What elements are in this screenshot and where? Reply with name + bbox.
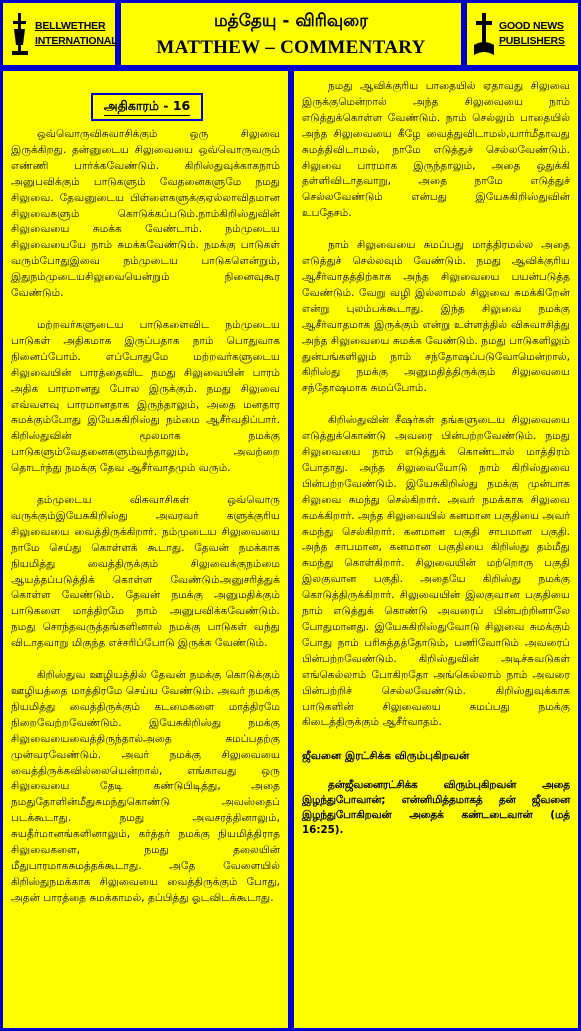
bellwether-logo-icon — [9, 11, 31, 57]
chapter-label: அதிகாரம் - 16 — [104, 98, 190, 116]
bellwether-logo-line2: INTERNATIONAL — [35, 35, 118, 47]
section-subheading: ஜீவனை இரட்சிக்க விரும்புகிறவன் — [302, 750, 470, 763]
good-news-logo-icon — [473, 11, 495, 57]
scripture-quote: தன்ஜீவனைரட்சிக்க விரும்புகிறவன் அதை இழந்துபோவான்; என்னிமித்தமாகத் தன் ஜீவனை இழந்துபோகிறவன் அதைக் கண்டடைவான் (மத் 16:25). — [302, 779, 570, 837]
right-paragraph-2: நாம் சிலுவையை சுமப்பது மாத்திரமல்ல அதை எடுத்துச் செல்லவும் வேண்டும். நமது ஆவிக்குரிய ஆசீர்வாதத்திற்காக அந்த சிலுவையை பயன்படுத்த வேண்டும். வேறு வழி இல்லாமல் சிலுவை சுமக்கிறேன் என்று புலம்பக்கூடாது. இந்த சிலுவை நமக்கு ஆசீர்வாதமாக இருக்கும் என்று உள்ளத்தில் விசுவாசித்து அந்த சிலுவையை சுமக்க வேண்டும். நமது பாடுகளிலும் துன்பங்களிலும் நாம் சந்தோஷப்படுவோமென்றால், கிறிஸ்து நமக்கு அனுமதித்திருக்கும் சிலுவையை சந்தோஷமாக சுமப்போம். — [302, 239, 570, 395]
left-paragraph-4: கிறிஸ்துவ ஊழியத்தில் தேவன் நமக்கு கொடுக்கும் ஊழியத்தை மாத்திரமே செய்ய வேண்டும். அவர் நமக்கு நியமித்து வைத்திருக்கும் கடமைகளை மாத்திரமே நிறைவேற்றவேண்டும். இயேசுகிறிஸ்து நமக்கு சிலுவையைவைத்திருந்தால்அதை சுமப்பதற்கு முன்வரவேண்டும். அவர் நமக்கு சிலுவையை வைத்திருக்கவில்லையென்றால், எங்காவது ஒரு சிலுவையை தேடி கண்டுபிடித்து, அதை நமதுதோளின்மீதுசுமந்துகொண்டு அவஸ்தைப் படக்கூடாது. நமது அவசரத்தினாலும், சுயதீர்மானங்களினாலும், கர்த்தர் நமக்கு நியமித்திராத சிலுவைகளை, நமது தலையின் மீதுபாரமாகசுமத்தக்கூடாது. அதே வேளையில் கிறிஸ்துநமக்காக சிலுவையை வைத்திருக்கும் போது, அதன் பாரத்தை சுமக்காமல், தப்பித்து ஓடவிடக்கூடாது. — [11, 669, 280, 904]
title-tamil: மத்தேயு - விரிவுரை — [213, 11, 369, 31]
chapter-label-box — [91, 93, 203, 121]
good-news-logo-line1: GOOD NEWS — [499, 20, 564, 32]
left-logo-panel — [0, 0, 118, 68]
title-panel — [118, 0, 464, 68]
right-logo-panel — [464, 0, 581, 68]
title-english: MATTHEW – COMMENTARY — [156, 37, 426, 58]
left-paragraph-2: மற்றவர்களுடைய பாடுகளைவிட நம்முடைய பாடுகள் அதிகமாக இருப்பதாக நாம் பொதுவாக நினைப்போம். எப்போதுமே மற்றவர்களுடைய சிலுவையின் பாரத்தைவிட நமது சிலுவையின் பாரம் அதிக பாரமானது போல இருக்கும். நமது சிலுவை எவ்வளவு பாரமானதாக இருந்தாலும், அதை மனதார சுமக்கும்போது இயேசுகிறிஸ்து நம்மை ஆசீர்வதிப்பார். கிறிஸ்துவின் மூலமாக நமக்கு பாடுகளும்வேதனைகளும்வந்தாலும், அவற்றை தொடர்ந்து நமக்கு தேவ ஆசீர்வாதமும் வரும். — [11, 318, 280, 475]
bellwether-logo-line1: BELLWETHER — [35, 20, 106, 32]
left-paragraph-1: ஒவ்வொருவிசுவாசிக்கும் ஒரு சிலுவை இருக்கிறது. தன்னுடைய சிலுவையை ஒவ்வொருவரும் எண்ணி பார்க்கவேண்டும். கிறிஸ்துவுக்காகநாம் அனுபவிக்கும் பாடுகளும் வேதனைகளுமே நமது சிலுவை. தேவனுடைய பிள்ளைகளுக்குஏல்லாவிதமான சிலுவைகளும் கொடுக்கப்படும்.நாம்கிறிஸ்துவின் சிலுவையை சுமக்க வேண்டாம். நம்முடைய சிலுவையையே நாம் சுமக்கவேண்டும். நமக்கு பாடுகள் வரும்போதுஇவை நம்முடைய பாடுகளென்றும், இதுநம்முடையசிலுவையென்றும் நினைவுகூர வேண்டும். — [11, 128, 280, 300]
left-column — [0, 68, 291, 1031]
right-paragraph-1: நமது ஆவிக்குரிய பாதையில் ஏதாவது சிலுவை இருக்குமென்றால் அந்த சிலுவையை நாம் எடுத்துக்கொள்ள வேண்டும். நாம் செல்லும் பாதையில் அந்த சிலுவையை கீழே வைத்துவிடாமல்,யார்மீதாவது சுமத்திவிடாமல், நாமே எடுத்துச் செல்லவேண்டும். சிலுவை பாரமாக இருந்தாலும், அதை ஒதுக்கி தள்ளிவிடாதவாறு, அதை நாமே எடுத்துச் செல்லவேண்டும் என்பது இயேசுகிறிஸ்துவின் உபதேசம். — [302, 80, 570, 220]
left-paragraph-3: தம்முடைய விசுவாசிகள் ஒவ்வொரு வருக்கும்இயேசுகிறிஸ்து அவரவர் களுக்குரிய சிலுவையை வைத்திருக்கிறார். நம்முடைய சிலுவையை நாமே செய்து கொள்ளக் கூடாது. தேவன் நமக்காக நியமித்து வைத்திருக்கும் சிலுவைக்குநம்மை ஆயத்தப்படுத்திக் கொள்ள வேண்டும்அனுசரித்துக் கொள்ள வேண்டும். தேவன் நமக்கு அனுமதிக்கும் பாடுகளை மாத்திரமே நாம் அனுபவிக்கவேண்டும். நமது சொந்தவருத்தங்களினால் நமக்கு பாடுகள் வந்து விடாதவாறு மிகுந்த எச்சரிப்போடு இருக்க வேண்டும். — [11, 494, 280, 650]
good-news-logo — [473, 11, 572, 57]
right-column — [291, 68, 581, 1031]
good-news-logo-line2: PUBLISHERS — [499, 35, 565, 47]
right-paragraph-3: கிறிஸ்துவின் சீஷர்கள் தங்களுடைய சிலுவையை எடுத்துக்கொண்டு அவரை பின்பற்றவேண்டும். நமது சிலுவையை நாம் எடுத்துக் கொண்டால் மாத்திரம் போதாது. அந்த சிலுவையோடு நாம் கிறிஸ்துவை பின்பற்றவேண்டும். இயேசுகிறிஸ்து நமக்கு முன்பாக சிலுவை சுமந்து செல்கிறார். அவர் நமக்காக சிலுவை சுமக்கிறார். அந்த சிலுவையில் கனமான பகுதியை அவர் சுமந்து செல்கிறார். கனமான பகுதி சாபமான பகுதி. அந்த சாபமான, கனமான பகுதியை கிறிஸ்து தம்மீது சுமந்து கொள்கிறார். சிலுவையின் மற்றொரு பகுதி இலகுவான பகுதி. அதையே கிறிஸ்து நமக்கு கொடுத்திருக்கிறார். சிலுவையின் இலகுவான பகுதியை நாம் எடுத்துக் கொண்டு அவரைப் பின்பற்றினாலே போதுமானது. இயேசுகிறிஸ்துவோடு சிலுவை சுமக்கும் போது நாம் பரிசுத்தத்தோடும், பணிவோடும் அவரைப் பின்பற்றவேண்டும். கிறிஸ்துவின் அடிச்சுவடுகள் எங்கெல்லாம் போகிறதோ அங்கெல்லாம் நாம் அவரை பின்பற்றிச் செல்லவேண்டும். கிறிஸ்துவுக்காக பாடுகளின் சிலுவையை சுமப்பது நமக்கு கிடைத்திருக்கும் ஆசீர்வாதம். — [302, 414, 570, 729]
bellwether-logo — [9, 11, 118, 57]
